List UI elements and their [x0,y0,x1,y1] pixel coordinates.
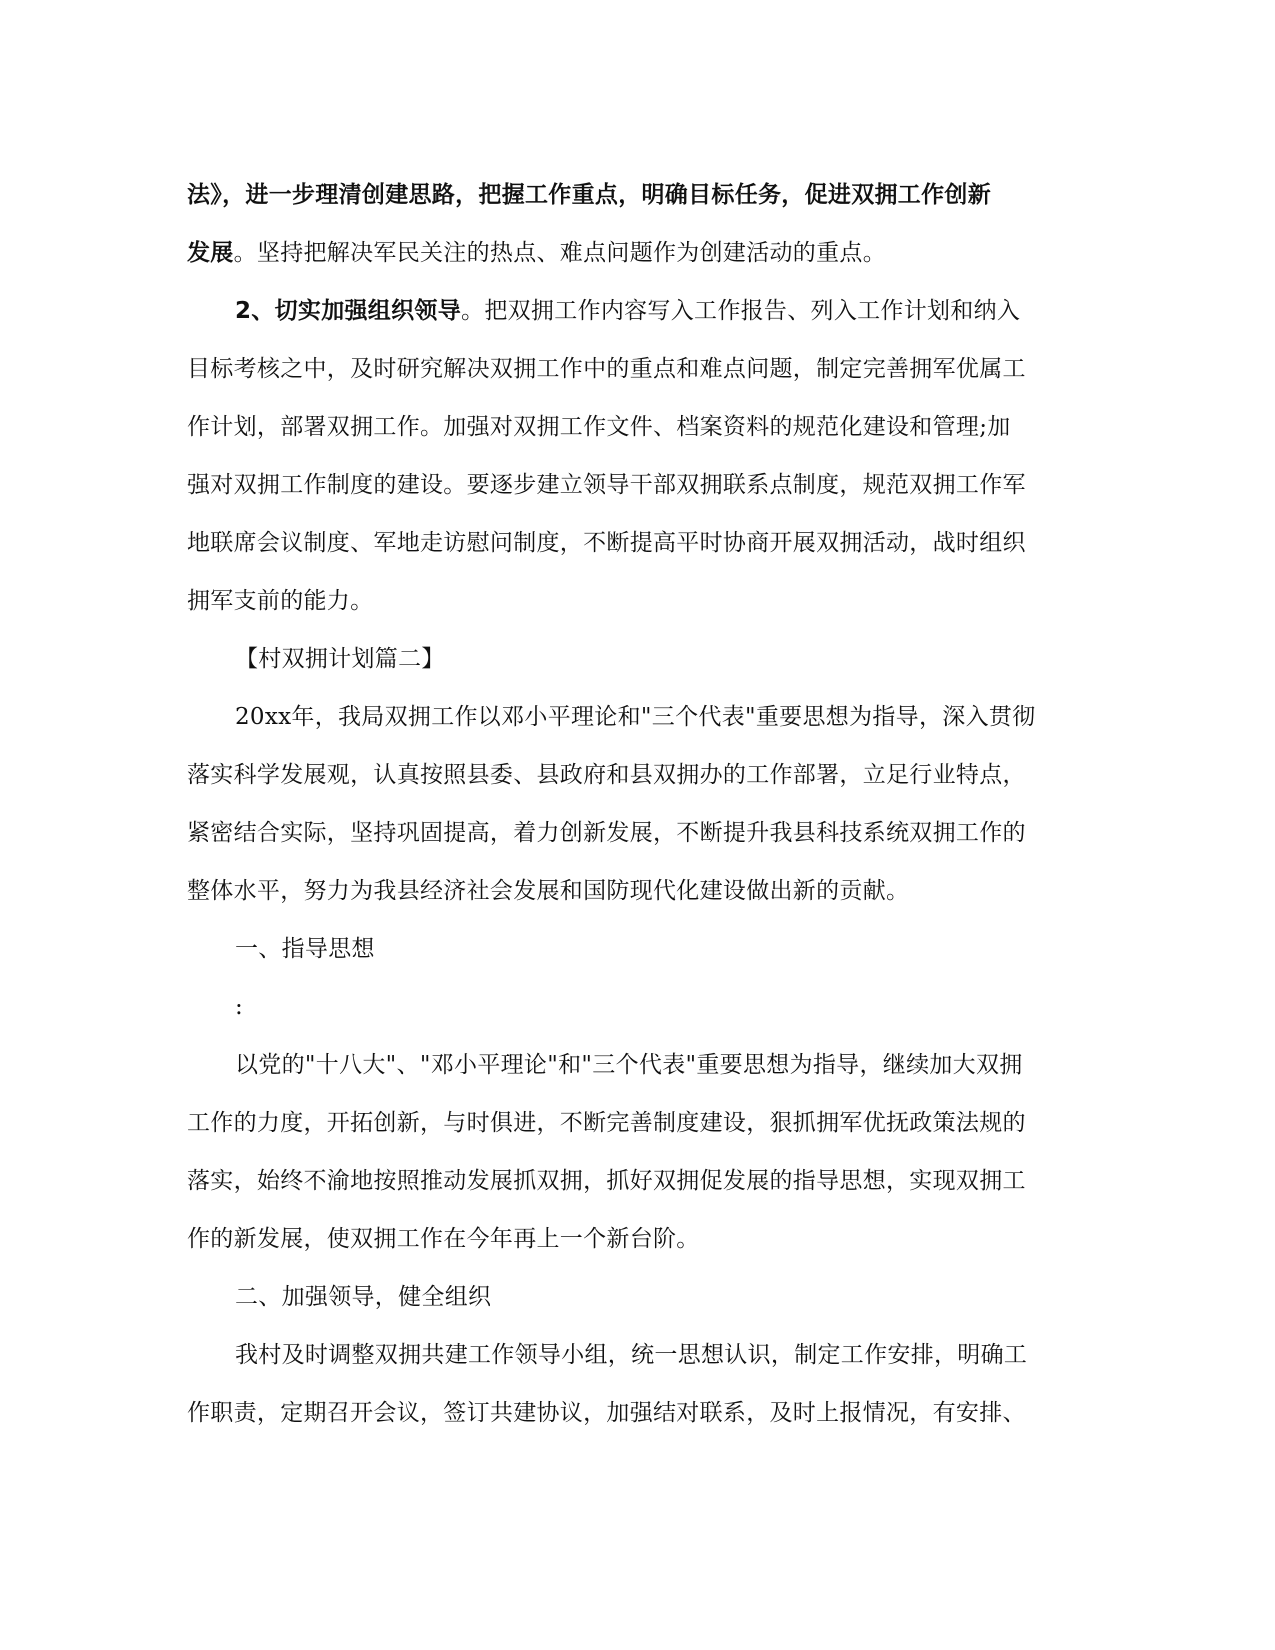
text-line [187,1094,1087,1152]
body-text: 拥军支前的能力。 [187,588,374,614]
document-body [187,166,1087,1442]
text-line [187,1326,1087,1384]
bold-text: 发展 [187,240,234,266]
section-heading: 2、切实加强组织领导 [235,298,462,324]
bold-text: 法》，进一步理清创建思路，把握工作重点，明确目标任务，促进双拥工作创新 [187,182,991,208]
body-text: 以党的"十八大"、"邓小平理论"和"三个代表"重要思想为指导，继续加大双拥 [235,1052,1023,1078]
text-line [187,340,1087,398]
text-line [187,514,1087,572]
text-line [187,1210,1087,1268]
body-text: 地联席会议制度、军地走访慰问制度，不断提高平时协商开展双拥活动，战时组织 [187,530,1026,556]
body-text: 整体水平，努力为我县经济社会发展和国防现代化建设做出新的贡献。 [187,878,910,904]
body-text: 作的新发展，使双拥工作在今年再上一个新台阶。 [187,1226,700,1252]
text-line [187,804,1087,862]
text-line [187,166,1087,224]
text-line [187,688,1087,746]
text-line [187,1384,1087,1442]
body-text: 作职责，定期召开会议，签订共建协议，加强结对联系，及时上报情况，有安排、 [187,1400,1026,1426]
text-line [187,1152,1087,1210]
chapter-title-text: 【村双拥计划篇二】 [235,646,445,672]
section-heading: 二、加强领导，健全组织 [235,1284,492,1310]
body-text: 落实，始终不渝地按照推动发展抓双拥，抓好双拥促发展的指导思想，实现双拥工 [187,1168,1026,1194]
text-line [187,1036,1087,1094]
body-text: 落实科学发展观，认真按照县委、县政府和县双拥办的工作部署，立足行业特点， [187,762,1026,788]
text-line [187,398,1087,456]
body-text: : [235,994,244,1020]
chapter-title [187,630,1087,688]
body-text: 工作的力度，开拓创新，与时俱进，不断完善制度建设，狠抓拥军优抚政策法规的 [187,1110,1026,1136]
text-line [187,862,1087,920]
text-line [187,572,1087,630]
section-heading-line [187,920,1087,978]
body-text: 20xx年，我局双拥工作以邓小平理论和"三个代表"重要思想为指导，深入贯彻 [235,704,1036,730]
text-line [187,978,1087,1036]
section-heading-line [187,282,1087,340]
body-text: 我村及时调整双拥共建工作领导小组，统一思想认识，制定工作安排，明确工 [235,1342,1028,1368]
body-text: 目标考核之中，及时研究解决双拥工作中的重点和难点问题，制定完善拥军优属工 [187,356,1026,382]
body-text: 。把双拥工作内容写入工作报告、列入工作计划和纳入 [461,298,1021,324]
body-text: 强对双拥工作制度的建设。要逐步建立领导干部双拥联系点制度，规范双拥工作军 [187,472,1026,498]
body-text: 紧密结合实际，坚持巩固提高，着力创新发展，不断提升我县科技系统双拥工作的 [187,820,1026,846]
text-line [187,746,1087,804]
section-heading: 一、指导思想 [235,936,375,962]
body-text: 作计划，部署双拥工作。加强对双拥工作文件、档案资料的规范化建设和管理;加 [187,414,1011,440]
text-line [187,224,1087,282]
body-text: 。坚持把解决军民关注的热点、难点问题作为创建活动的重点。 [233,240,887,266]
section-heading-line [187,1268,1087,1326]
text-line [187,456,1087,514]
